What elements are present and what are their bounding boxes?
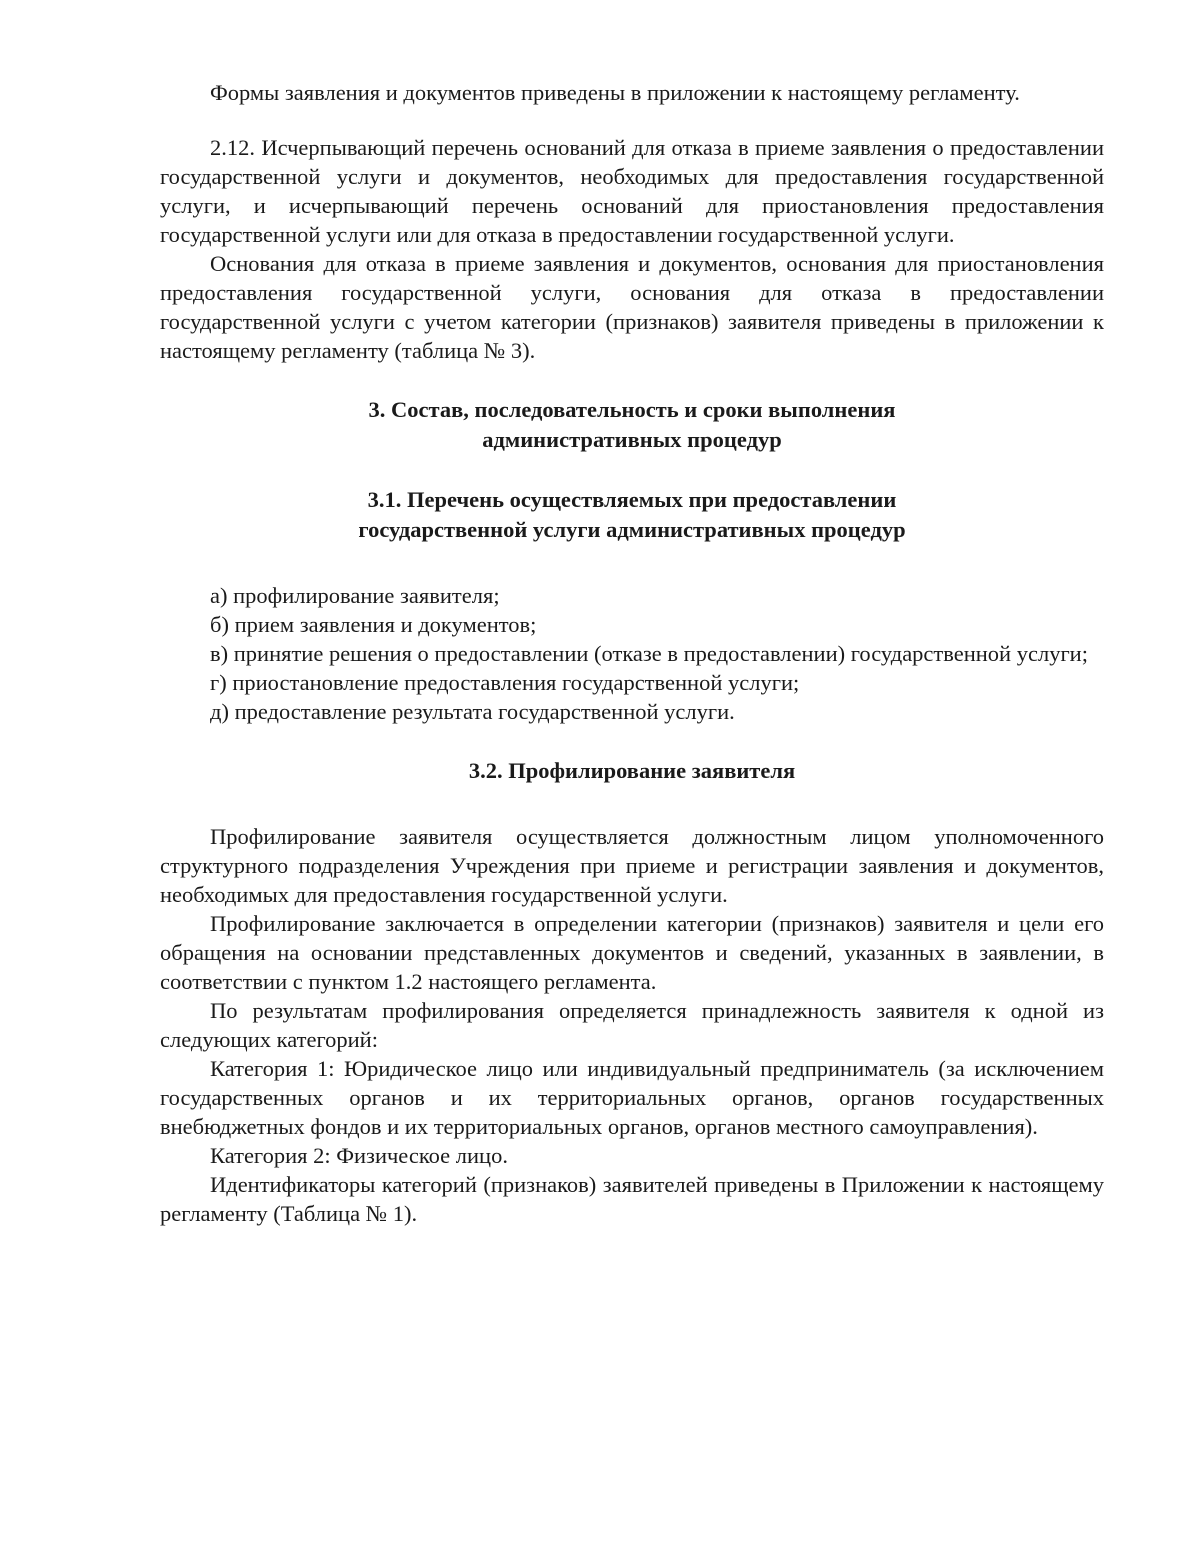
profiling-paragraph: Профилирование заключается в определении категории (признаков) заявителя и цели его обращения на основании представленных документов и сведений, указанных в заявлении, в соответствии с пунктом 1.2 настоящего регламента. — [160, 911, 1104, 994]
list-item: а) профилирование заявителя; — [210, 583, 500, 608]
list-item: д) предоставление результата государственной услуги. — [210, 699, 735, 724]
spacer — [160, 545, 1104, 581]
section-3-heading-line-2: административных процедур — [482, 427, 782, 452]
section-3-heading — [160, 395, 1104, 455]
refusal-grounds-paragraph: Основания для отказа в приеме заявления и документов, основания для приостановления предоставления государственной услуги, основания для отказа в предоставлении государственной услуги с учетом категории (признаков) заявителя приведены в приложении к настоящему регламенту (таблица № 3). — [160, 251, 1104, 363]
section-3-1-heading-line-2: государственной услуги административных процедур — [358, 517, 906, 542]
list-item: в) принятие решения о предоставлении (отказе в предоставлении) государственной услуги; — [210, 641, 1088, 666]
forms-note-paragraph: Формы заявления и документов приведены в приложении к настоящему регламенту. — [210, 80, 1020, 105]
list-item: г) приостановление предоставления государственной услуги; — [210, 670, 800, 695]
category-2-paragraph: Категория 2: Физическое лицо. — [210, 1143, 508, 1168]
document-body — [160, 78, 1104, 1228]
procedures-list — [160, 581, 1104, 726]
section-2-12-paragraph: 2.12. Исчерпывающий перечень оснований для отказа в приеме заявления о предоставлении государственной услуги и документов, необходимых для предоставления государственной услуги, и исчерпывающий перечень оснований для приостановления предоставления государственной услуги или для отказа в предоставлении государственной услуги. — [160, 135, 1104, 247]
identifiers-paragraph: Идентификаторы категорий (признаков) заявителей приведены в Приложении к настоящему регламенту (Таблица № 1). — [160, 1172, 1104, 1226]
spacer — [160, 726, 1104, 756]
profiling-paragraph: Профилирование заявителя осуществляется должностным лицом уполномоченного структурного подразделения Учреждения при приеме и регистрации заявления и документов, необходимых для предоставления государственной услуги. — [160, 824, 1104, 907]
category-1-paragraph: Категория 1: Юридическое лицо или индивидуальный предприниматель (за исключением государственных органов и их территориальных органов, органов государственных внебюджетных фондов и их территориальных органов, органов местного самоуправления). — [160, 1056, 1104, 1139]
section-3-heading-line-1: 3. Состав, последовательность и сроки выполнения — [368, 397, 896, 422]
spacer — [160, 365, 1104, 395]
list-item: б) прием заявления и документов; — [210, 612, 537, 637]
section-3-1-heading — [160, 485, 1104, 545]
profiling-paragraph: По результатам профилирования определяется принадлежность заявителя к одной из следующих категорий: — [160, 998, 1104, 1052]
section-3-2-heading: 3.2. Профилирование заявителя — [468, 758, 796, 783]
spacer — [160, 107, 1104, 133]
spacer — [160, 786, 1104, 822]
spacer — [160, 455, 1104, 485]
section-3-1-heading-line-1: 3.1. Перечень осуществляемых при предоставлении — [367, 487, 897, 512]
